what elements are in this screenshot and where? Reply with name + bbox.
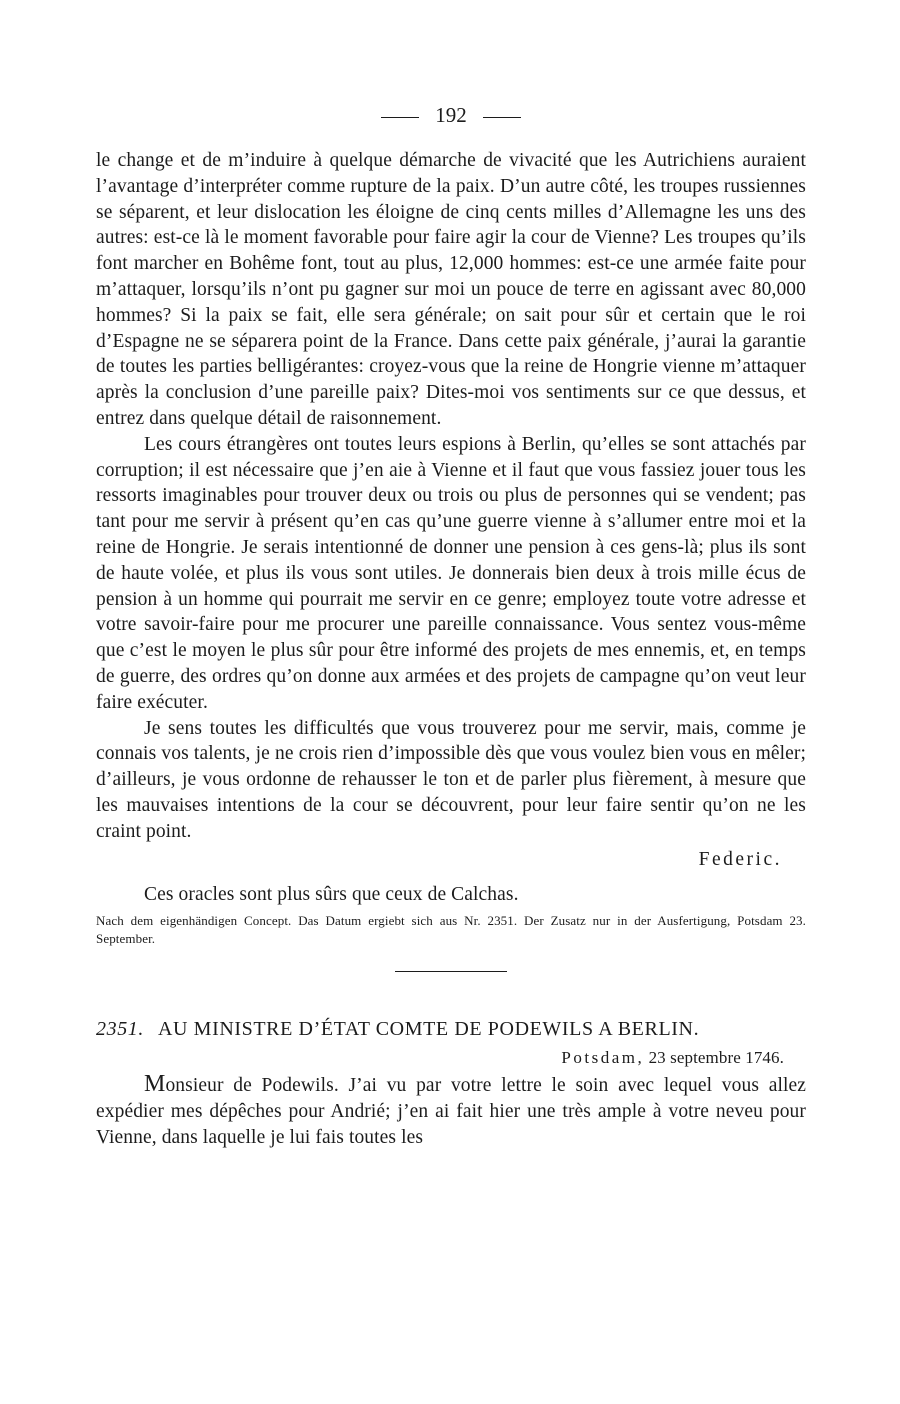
document-number: 2351. bbox=[96, 1018, 144, 1041]
header-dash-left bbox=[381, 117, 419, 118]
dateline-place: Potsdam, bbox=[561, 1048, 645, 1068]
paragraph-continued: le change et de m’induire à quelque démarche de vivacité que les Autrichiens auraient l’avantage d’interpréter comme rupture de la paix. D’un autre côté, les troupes russiennes se séparent, et leur dislocation les éloigne de cinq cents milles d’Allemagne les uns des autres: est-ce là le moment favorable pour faire agir la cour de Vienne? Les troupes qu’ils font marcher en Bohême font, tout au plus, 12,000 hommes: est-ce une armée faite pour m’attaquer, lorsqu’ils n’ont pu gagner sur moi un pouce de terre en agissant avec 80,000 hommes? Si la paix se fait, elle sera générale; on sait pour sûr et certain que le roi d’Espagne ne se séparera point de la France. Dans cette paix générale, j’aurai la garantie de toutes les parties belligérantes: croyez-vous que la reine de Hongrie vienne m’attaquer après la conclusion d’une pareille paix? Dites-moi vos sentiments sur ce que dessus, et entrez dans quelque détail de raisonnement. bbox=[96, 150, 806, 429]
document-page bbox=[96, 0, 806, 1404]
paragraph-espions: Les cours étrangères ont toutes leurs espions à Berlin, qu’elles se sont attachés par corruption; il est nécessaire que j’en aie à Vienne et il faut que vous fassiez jouer tous les ressorts imaginables pour trouver deux ou trois ou plus de personnes qui se vendent; pas tant pour me servir à présent qu’en cas qu’une guerre vienne à s’allumer entre moi et la reine de Hongrie. Je serais intentionné de donner une pension à ces gens-là; plus ils sont de haute volée, et plus ils vous sont utiles. Je donnerais bien deux à trois mille écus de pension à un homme qui pourrait me servir en ce genre; employez toute votre adresse et votre savoir-faire pour me procurer une pareille connaissance. Vous sentez vous-même que c’est le moyen le plus sûr pour être informé des projets de mes ennemis, et, en temps de guerre, des ordres qu’on donne aux armées et des projets de campagne qu’on veut leur faire exécuter. bbox=[96, 433, 806, 713]
letter-opening bbox=[96, 1072, 806, 1150]
body-text bbox=[96, 148, 806, 1151]
opening-text: onsieur de Podewils. J’ai vu par votre lettre le soin avec lequel vous allez expédier mes dépêches pour Andrié; j’en ai fait hier une très ample à votre neveu pour Vienne, dans laquelle je lui fais toutes les bbox=[96, 1075, 806, 1148]
header-dash-right bbox=[483, 117, 521, 118]
page-header bbox=[96, 100, 806, 130]
paragraph-difficultes: Je sens toutes les difficultés que vous trouverez pour me servir, mais, comme je connais vos talents, je ne crois rien d’impossible dès que vous voulez bien vous en mêler; d’ailleurs, je vous ordonne de rehausser le ton et de parler plus fièrement, à mesure que les mauvaises intentions de la cour se découvrent, pour leur faire sentir qu’on ne les craint point. bbox=[96, 717, 806, 842]
section-divider bbox=[395, 971, 507, 972]
document-title: AU MINISTRE D’ÉTAT COMTE DE PODEWILS A BERLIN. bbox=[158, 1018, 700, 1041]
dateline-date: 23 septembre 1746. bbox=[648, 1048, 784, 1068]
postscript: Ces oracles sont plus sûrs que ceux de Calchas. bbox=[144, 884, 519, 906]
page-number: 192 bbox=[435, 103, 467, 127]
signature: Federic. bbox=[698, 848, 782, 870]
source-note: Nach dem eigenhändigen Concept. Das Datum ergiebt sich aus Nr. 2351. Der Zusatz nur in der Ausfertigung, Potsdam 23. September. bbox=[96, 913, 806, 946]
opening-initial: M bbox=[144, 1071, 166, 1098]
dateline bbox=[96, 1046, 806, 1070]
document-heading bbox=[96, 1016, 806, 1042]
